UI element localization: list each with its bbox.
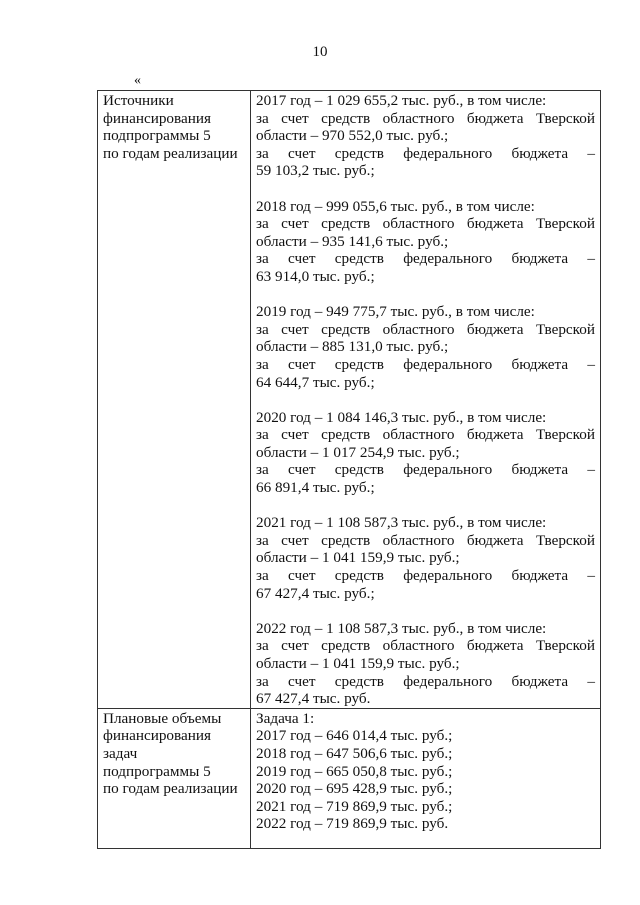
label-line: подпрограммы 5 bbox=[103, 127, 211, 145]
federal-budget-line: за счет средств федерального бюджета – bbox=[256, 672, 595, 690]
year-total-line: 2021 год – 1 108 587,3 тыс. руб., в том числе: bbox=[256, 514, 547, 532]
year-total-line: 2017 год – 1 029 655,2 тыс. руб., в том числе: bbox=[256, 92, 547, 109]
regional-budget-amount: области – 970 552,0 тыс. руб.; bbox=[256, 127, 449, 145]
federal-budget-amount: 64 644,7 тыс. руб.; bbox=[256, 373, 375, 391]
regional-budget-line: за счет средств областного бюджета Тверской bbox=[256, 637, 595, 655]
task-year-line: 2020 год – 695 428,9 тыс. руб.; bbox=[256, 780, 453, 798]
regional-budget-line: за счет средств областного бюджета Тверской bbox=[256, 320, 595, 338]
year-block-2021 bbox=[256, 514, 595, 602]
regional-budget-amount: области – 1 041 159,9 тыс. руб.; bbox=[256, 655, 460, 672]
task-year-line: 2018 год – 647 506,6 тыс. руб.; bbox=[256, 744, 453, 762]
label-cell-financing-sources bbox=[98, 91, 251, 709]
task-year-line: 2022 год – 719 869,9 тыс. руб. bbox=[256, 815, 449, 833]
year-total-line: 2019 год – 949 775,7 тыс. руб., в том числе: bbox=[256, 303, 535, 321]
task-title: Задача 1: bbox=[256, 709, 315, 727]
regional-budget-line: за счет средств областного бюджета Тверской bbox=[256, 426, 595, 444]
regional-budget-amount: области – 885 131,0 тыс. руб.; bbox=[256, 338, 449, 356]
table-row-planned-volumes bbox=[98, 708, 601, 848]
task-year-line: 2021 год – 719 869,9 тыс. руб.; bbox=[256, 797, 453, 815]
year-total-line: 2018 год – 999 055,6 тыс. руб., в том числе: bbox=[256, 197, 535, 215]
label-line: Источники bbox=[103, 92, 174, 109]
subprogram-financing-table bbox=[97, 90, 601, 849]
federal-budget-line: за счет средств федерального бюджета – bbox=[256, 567, 595, 585]
page-number: 10 bbox=[312, 44, 328, 60]
year-block-2017 bbox=[256, 92, 595, 180]
regional-budget-amount: области – 935 141,6 тыс. руб.; bbox=[256, 232, 449, 250]
label-line: по годам реализации bbox=[103, 780, 238, 798]
year-block-2018 bbox=[256, 198, 595, 286]
year-block-2022 bbox=[256, 620, 595, 708]
label-line: задач bbox=[103, 744, 138, 762]
label-line: по годам реализации bbox=[103, 144, 238, 162]
regional-budget-line: за счет средств областного бюджета Тверской bbox=[256, 215, 595, 233]
federal-budget-line: за счет средств федерального бюджета – bbox=[256, 355, 595, 373]
regional-budget-line: за счет средств областного бюджета Тверской bbox=[256, 109, 595, 127]
federal-budget-amount: 67 427,4 тыс. руб.; bbox=[256, 584, 375, 602]
federal-budget-amount: 67 427,4 тыс. руб. bbox=[256, 690, 371, 708]
year-total-line: 2020 год – 1 084 146,3 тыс. руб., в том числе: bbox=[256, 408, 547, 426]
federal-budget-amount: 59 103,2 тыс. руб.; bbox=[256, 162, 375, 180]
federal-budget-amount: 66 891,4 тыс. руб.; bbox=[256, 479, 375, 497]
label-line: финансирования bbox=[103, 727, 211, 745]
label-line: Плановые объемы bbox=[103, 709, 222, 727]
task-year-line: 2017 год – 646 014,4 тыс. руб.; bbox=[256, 727, 453, 745]
regional-budget-line: за счет средств областного бюджета Тверской bbox=[256, 531, 595, 549]
label-line: финансирования bbox=[103, 109, 211, 127]
federal-budget-line: за счет средств федерального бюджета – bbox=[256, 250, 595, 268]
table-row-financing-sources bbox=[98, 91, 601, 709]
opening-quote-mark: « bbox=[134, 73, 141, 88]
federal-budget-amount: 63 914,0 тыс. руб.; bbox=[256, 267, 375, 285]
regional-budget-amount: области – 1 041 159,9 тыс. руб.; bbox=[256, 549, 460, 567]
regional-budget-amount: области – 1 017 254,9 тыс. руб.; bbox=[256, 443, 460, 461]
label-line: подпрограммы 5 bbox=[103, 762, 211, 780]
value-cell-financing-by-year bbox=[251, 91, 601, 709]
federal-budget-line: за счет средств федерального бюджета – bbox=[256, 461, 595, 479]
value-cell-task-volumes bbox=[251, 708, 601, 848]
task-year-line: 2019 год – 665 050,8 тыс. руб.; bbox=[256, 762, 453, 780]
federal-budget-line: за счет средств федерального бюджета – bbox=[256, 144, 595, 162]
label-cell-planned-volumes bbox=[98, 708, 251, 848]
year-total-line: 2022 год – 1 108 587,3 тыс. руб., в том числе: bbox=[256, 619, 547, 637]
year-block-2020 bbox=[256, 409, 595, 497]
year-block-2019 bbox=[256, 303, 595, 391]
